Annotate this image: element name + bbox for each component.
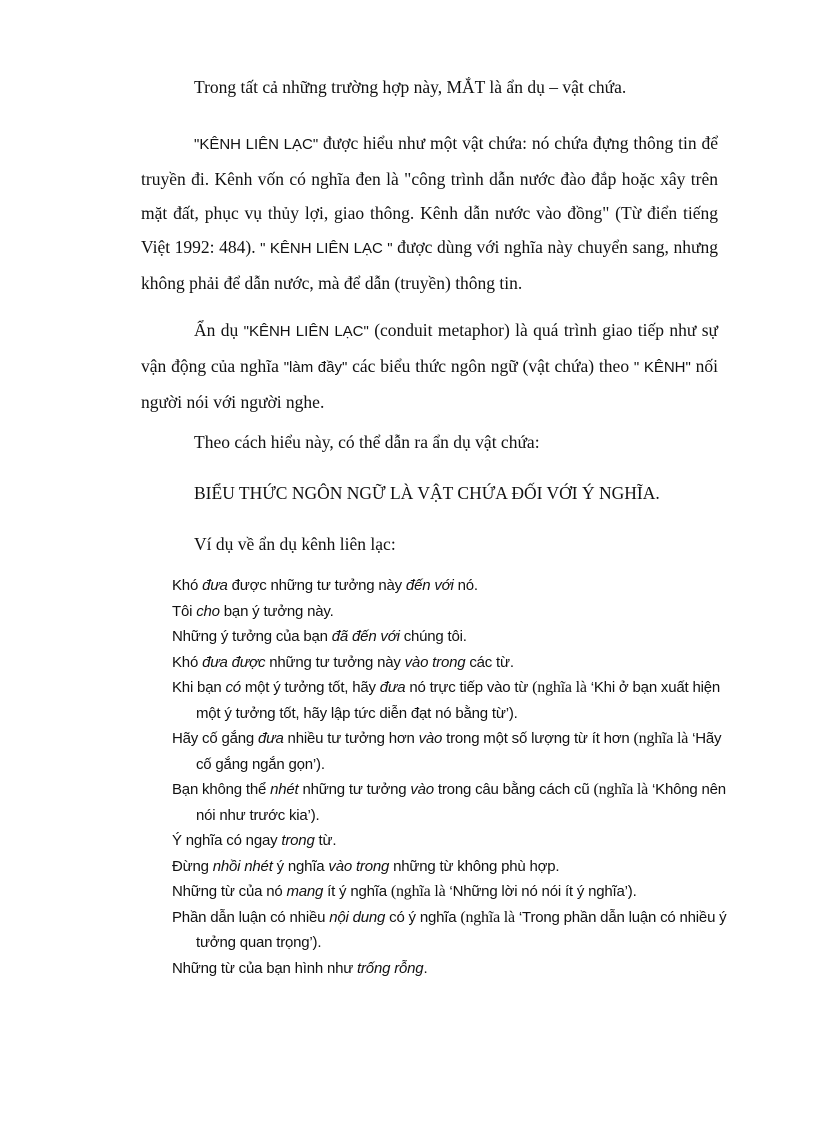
example-item — [172, 624, 732, 650]
example-text: chúng tôi. — [399, 628, 467, 645]
metaphor-heading — [194, 483, 660, 504]
paragraph-3-text-1: Ẩn dụ — [194, 320, 244, 340]
example-gloss: ‘Hãy cố gắng ngắn gọn’). — [196, 730, 722, 773]
example-emphasis: mang — [286, 883, 324, 900]
example-emphasis: vào trong — [328, 857, 390, 875]
paragraph-4-text: Theo cách hiểu này, có thể dẫn ra ẩn dụ vật chứa: — [194, 432, 540, 452]
example-item — [172, 650, 732, 676]
example-text: từ. — [314, 832, 337, 849]
example-text: nó. — [453, 577, 478, 594]
paragraph-1 — [194, 77, 626, 98]
example-text: Đừng — [172, 857, 213, 875]
example-emphasis: đưa — [202, 577, 228, 594]
example-item — [172, 599, 732, 625]
example-text: Những ý tưởng của bạn — [172, 628, 332, 645]
example-emphasis: đưa — [258, 730, 284, 747]
example-text: Những từ của bạn hình như — [172, 959, 358, 977]
example-text: bạn ý tưởng này. — [219, 602, 334, 620]
example-item — [172, 777, 732, 828]
example-text: những tư tưởng này — [265, 653, 405, 671]
example-emphasis: trong — [281, 832, 315, 849]
paragraph-4 — [194, 432, 540, 453]
paragraph-3-text-4: nối người nói với người nghe. — [141, 356, 719, 412]
example-text: ý nghĩa — [272, 857, 329, 875]
example-text: một ý tưởng tốt, hãy — [240, 679, 380, 696]
example-text: Khó — [172, 577, 203, 594]
paragraph-2 — [141, 126, 718, 300]
example-item — [172, 905, 732, 956]
example-text: các từ. — [465, 653, 514, 671]
example-emphasis: có — [225, 679, 241, 696]
example-gloss-marker: (nghĩa là — [460, 908, 515, 926]
example-gloss-marker: (nghĩa là — [532, 679, 587, 696]
example-emphasis: vào trong — [404, 653, 466, 671]
metaphor-heading-text: BIỂU THỨC NGÔN NGỮ LÀ VẬT CHỨA ĐỐI VỚI Ý NGHĨA. — [194, 483, 660, 503]
example-gloss: ‘Những lời nó nói ít ý nghĩa’). — [445, 883, 637, 900]
term-kenh: " KÊNH" — [633, 359, 691, 376]
example-text: ít ý nghĩa — [323, 883, 391, 900]
example-item — [172, 726, 732, 777]
example-emphasis: trống rỗng — [357, 959, 424, 977]
example-list — [172, 573, 732, 981]
example-emphasis: nhét — [270, 781, 299, 798]
example-text: Những từ của nó — [172, 883, 287, 900]
paragraph-2-text-2: được dùng với nghĩa này chuyển sang, nhưng không phải để dẫn nước, mà để dẫn (truyền) thông tin. — [141, 237, 718, 293]
paragraph-2-text-1: được hiểu như một vật chứa: nó chứa đựng thông tin để truyền đi. Kênh vốn có nghĩa đen là "công trình dẫn nước đào đắp hoặc xây trên mặt đất, phục vụ thủy lợi, giao thông. Kênh dẫn nước vào đồng" (Từ điển tiếng Việt 1992: 484). — [141, 133, 719, 257]
example-text: . — [423, 959, 428, 977]
example-text: trong một số lượng từ ít hơn — [442, 730, 634, 747]
term-kenh-lien-lac: " KÊNH LIÊN LẠC " — [260, 240, 393, 257]
paragraph-3-text-3: các biểu thức ngôn ngữ (vật chứa) theo — [347, 356, 634, 376]
paragraph-3 — [141, 313, 718, 419]
example-text: nhiều tư tưởng hơn — [283, 730, 419, 747]
example-gloss-marker: (nghĩa là — [633, 730, 689, 747]
paragraph-6 — [194, 534, 396, 555]
paragraph-1-text: Trong tất cả những trường hợp này, MẮT là ẩn dụ – vật chứa. — [194, 77, 627, 97]
example-text: Khi bạn — [172, 679, 226, 696]
example-emphasis: nội dung — [329, 908, 386, 926]
example-gloss: ‘Khi ở bạn xuất hiện một ý tưởng tốt, hãy lập tức diễn đạt nó bằng từ’). — [196, 679, 721, 722]
example-emphasis: vào — [418, 730, 443, 747]
example-text: Tôi — [172, 602, 197, 620]
example-text: Phần dẫn luận có nhiều — [172, 908, 330, 926]
example-text: Hãy cố gắng — [172, 730, 258, 747]
example-text: Ý nghĩa có ngay — [172, 832, 282, 849]
example-item — [172, 956, 732, 982]
example-gloss: ‘Trong phần dẫn luận có nhiều ý tưởng quan trọng’). — [196, 908, 727, 951]
example-text: Bạn không thể — [172, 781, 271, 798]
example-text: Khó — [172, 653, 203, 671]
example-text: có ý nghĩa — [385, 908, 461, 926]
example-emphasis: cho — [196, 602, 220, 620]
example-emphasis: đưa được — [202, 653, 266, 671]
example-text: trong câu bằng cách cũ — [433, 781, 594, 798]
example-emphasis: đã đến với — [331, 628, 400, 645]
example-text: những tư tưởng — [298, 781, 411, 798]
example-gloss-marker: (nghĩa là — [390, 883, 446, 900]
term-kenh-lien-lac: "KÊNH LIÊN LẠC" — [243, 323, 369, 340]
term-kenh-lien-lac: "KÊNH LIÊN LẠC" — [194, 136, 319, 153]
example-item — [172, 675, 732, 726]
example-item — [172, 879, 732, 905]
example-emphasis: vào — [410, 781, 434, 798]
example-item — [172, 828, 732, 854]
example-text: những từ không phù hợp. — [389, 857, 560, 875]
paragraph-6-text: Ví dụ về ẩn dụ kênh liên lạc: — [194, 534, 396, 554]
example-gloss-marker: (nghĩa là — [593, 781, 649, 798]
example-emphasis: đưa — [379, 679, 406, 696]
example-item — [172, 854, 732, 880]
term-lam-day: "làm đầy" — [283, 359, 348, 376]
example-text: được những tư tưởng này — [227, 577, 406, 594]
example-text: nó trực tiếp vào từ — [405, 679, 533, 696]
example-emphasis: đến với — [405, 577, 454, 594]
example-item — [172, 573, 732, 599]
example-gloss: ‘Không nên nói như trước kia’). — [196, 781, 726, 824]
paragraph-3-text-2: (conduit metaphor) là quá trình giao tiếp như sự vận động của nghĩa — [141, 320, 719, 376]
example-emphasis: nhồi nhét — [212, 857, 273, 875]
